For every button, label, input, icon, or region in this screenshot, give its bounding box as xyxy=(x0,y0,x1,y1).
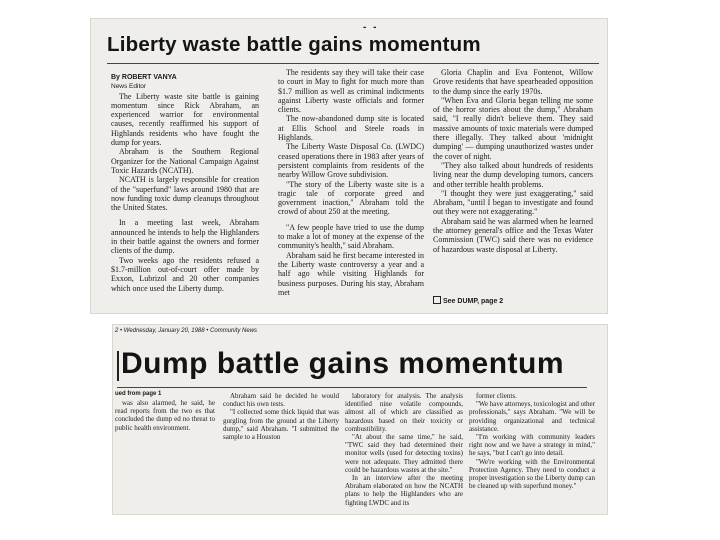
article-column-3 xyxy=(433,68,593,254)
paragraph: was also alarmed, he said, he read reports from the two es that concluded the dump ed no threat to public health environment. xyxy=(115,399,215,432)
dateline: 2 • Wednesday, January 20, 1988 • Community News xyxy=(115,328,258,334)
paragraph: Gloria Chaplin and Eva Fontenot, Willow Grove residents that have spearheaded opposition to the dump since the early 1970s. xyxy=(433,68,593,96)
article-column-2 xyxy=(278,68,424,297)
divider xyxy=(107,63,599,64)
top-mark: - - xyxy=(363,22,379,33)
paragraph: "When Eva and Gloria began telling me some of the horror stories about the dump," Abraham said, "I really didn't believe them. They said massive amounts of toxic materials were dumped there illegally. They talked about 'midnight dumping' — dumping unauthorized wastes under the cover of night. xyxy=(433,95,593,161)
paragraph: "They also talked about hundreds of residents living near the dump developing tumors, cancers and other terrible health problems. xyxy=(433,160,593,189)
paragraph: "We're working with the Environmental Protection Agency. They need to conduct a proper investigation so the Liberty dump can be cleaned up with superfund money." xyxy=(469,457,595,491)
paragraph: The now-abandoned dump site is located at Ellis School and Steele roads in Highlands. xyxy=(278,114,424,143)
paragraph: "A few people have tried to use the dump to make a lot of money at the expense of the community's health," said Abraham. xyxy=(278,222,424,251)
article-column-1 xyxy=(111,73,259,293)
paragraph: "At about the same time," he said, "TWC said they had determined their monitor wells (used for detecting toxins) were not adequate. They admitted there could be hazardous wastes at the site." xyxy=(345,433,463,474)
article-column-1 xyxy=(115,399,215,432)
paragraph: laboratory for analysis. The analysis identified nine volatile compounds, almost all of which are classified as hazardous based on their toxicity or combustibility. xyxy=(345,392,463,433)
jump-line xyxy=(433,296,503,305)
paragraph: In an interview after the meeting Abraham elaborated on how the NCATH plans to help the Highlanders who are fighting LWDC and its xyxy=(345,474,463,507)
divider xyxy=(117,387,587,388)
byline: By ROBERT VANYA xyxy=(111,74,177,81)
paragraph: "I'm working with community leaders right now and we have a strategy in mind," he says, "but I can't go into detail. xyxy=(469,433,595,458)
article-clipping-continuation xyxy=(113,325,607,514)
headline-bar xyxy=(117,351,119,381)
paragraph: former clients. xyxy=(476,392,517,400)
paragraph: NCATH is largely responsible for creation of the "superfund" laws around 1980 that are now funding toxic dump cleanups throughout the United States. xyxy=(111,175,259,213)
article-column-2 xyxy=(223,392,339,441)
paragraph: "I collected some thick liquid that was gurgling from the ground at the Liberty dump," said Abraham. "I submitted the sample to a Houston xyxy=(223,408,339,442)
paragraph: The Liberty waste site battle is gaining momentum since Rick Abraham, an experienced warrior for environmental causes, recently reaffirmed his support of Highlands residents who have fought the dump for years. xyxy=(111,91,259,148)
article-column-3 xyxy=(345,392,463,507)
byline-title: News Editor xyxy=(111,83,147,91)
article-clipping-front-page xyxy=(91,19,607,313)
square-bullet-icon xyxy=(433,296,441,304)
paragraph: Abraham said he was alarmed when he learned the attorney general's office and the Texas Water Commission (TWC) said there was no evidence of hazardous waste disposal at Liberty. xyxy=(433,216,593,254)
headline: Dump battle gains momentum xyxy=(121,347,565,380)
paragraph: "The story of the Liberty waste site is a tragic tale of corporate greed and government inaction," Abraham told the crowd of about 250 at the meeting. xyxy=(278,179,424,217)
article-column-4 xyxy=(469,392,595,490)
jump-line-text: See DUMP, page 2 xyxy=(443,298,504,305)
paragraph: Two weeks ago the residents refused a $1.7-million out-of-court offer made by Exxon, Lubrizol and 20 other companies which once used the Liberty dump. xyxy=(111,255,259,293)
paragraph: Abraham said he first became interested in the Liberty waste controversy a year and a half ago while visiting Highlands for business purposes. During his stay, Abraham met xyxy=(278,250,424,297)
paragraph: The residents say they will take their case to court in May to fight for much more than $1.7 million as well as criminal indictments against Liberty waste officials and former clients. xyxy=(278,68,424,115)
paragraph: In a meeting last week, Abraham announced he intends to help the Highlanders in their battle against the owners and former clients of the dump. xyxy=(111,218,259,256)
headline: Liberty waste battle gains momentum xyxy=(107,33,481,56)
paragraph: The Liberty Waste Disposal Co. (LWDC) ceased operations there in 1983 after years of persistent complaints from residents of the nearby Willow Grove subdivision. xyxy=(278,142,424,180)
paragraph: "I thought they were just exaggerating," said Abraham, "until I began to investigate and found out they were not exaggerating." xyxy=(433,188,593,217)
continued-label: ued from page 1 xyxy=(115,391,162,397)
paragraph: "We have attorneys, toxicologist and other professionals," says Abraham. "We will be providing organizational and technical assistance. xyxy=(469,400,595,433)
paragraph: Abraham said he decided he would conduct his own tests. xyxy=(223,392,339,409)
paragraph: Abraham is the Southern Regional Organizer for the National Campaign Against Toxic Hazards (NCATH). xyxy=(111,147,259,175)
